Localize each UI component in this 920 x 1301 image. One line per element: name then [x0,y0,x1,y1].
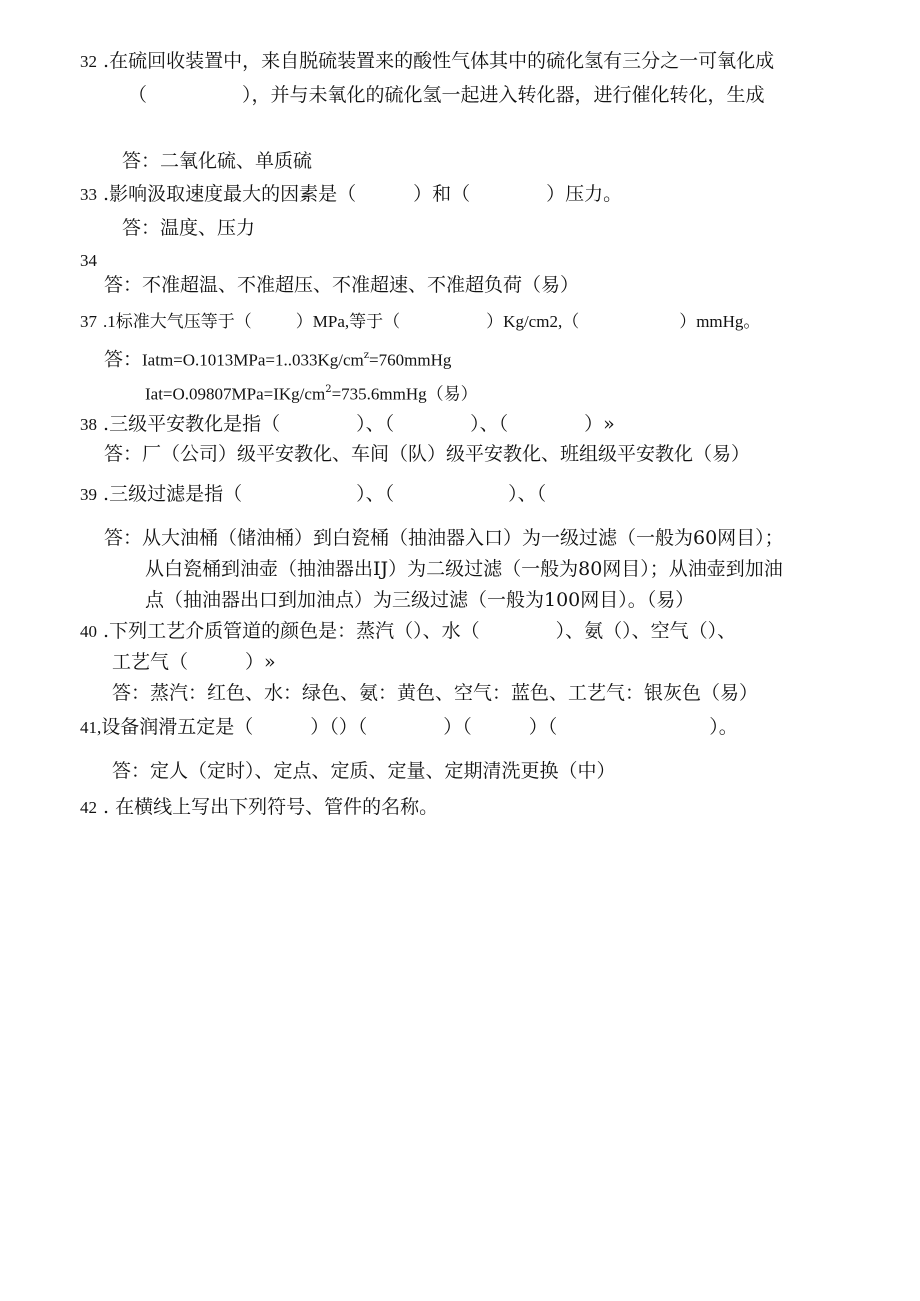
q40-line2: 工艺气（ ）» [112,651,276,673]
q37-answer-l1a: Iatm=O.1013MPa=1..033Kg/cm [142,350,364,370]
q40-answer: 答：蒸汽：红色、水：绿色、氨：黄色、空气：蓝色、工艺气：银灰色（易） [112,682,759,704]
q37-part-d: ）mmHg。 [679,312,761,331]
q37-answer-l2b: =735.6mmHg（易） [331,384,478,404]
q40-line1 [80,620,736,643]
q37-answer-l1b: =760mmHg [369,350,452,370]
q32-number: 32 [80,52,97,71]
q32-answer: 答：二氧化硫、单质硫 [122,150,313,172]
q38-number: 38 [80,415,97,434]
q42-line1 [80,796,438,819]
q41-text: 设备润滑五定是（ ）（）（ ）（ ）（ ）。 [101,716,738,738]
q37-answer-l1-sup: z [363,350,370,361]
q38-answer: 答：厂（公司）级平安教化、车间（队）级平安教化、班组级平安教化（易） [104,443,751,465]
q39-answer-line2: 从白瓷桶到油壶（抽油器出IJ）为二级过滤（一般为80网目）；从油壶到加油 [145,558,783,580]
q37-answer-l2a: Iat=O.09807MPa=IKg/cm [145,384,326,404]
q37-part-c: ）Kg/cm2,（ [486,312,580,331]
q42-number: 42 [80,798,97,817]
q32-line2: （ ），并与未氧化的硫化氢一起进入转化器，进行催化转化，生成 [128,84,765,106]
q37-part-a: .1标准大气压等于（ [103,312,252,331]
q41-answer: 答：定人（定时）、定点、定质、定量、定期清洗更换（中） [112,760,616,782]
q38-text: .三级平安教化是指（ ）、（ ）、（ ）» [103,413,615,435]
q34-number: 34 [80,251,97,270]
q37-answer-l2-sup: 2 [325,384,332,395]
q33-number: 33 [80,185,97,204]
q40-text: .下列工艺介质管道的颜色是：蒸汽（）、水（ ）、氨（）、空气（）、 [103,620,737,642]
q32-line1 [80,50,774,73]
q39-answer-line3: 点（抽油器出口到加油点）为三级过滤（一般为100网目）。（易） [145,589,695,611]
q39-answer-line1: 答：从大油桶（储油桶）到白瓷桶（抽油器入口）为一级过滤（一般为60网目）； [104,527,784,549]
q40-number: 40 [80,622,97,641]
q37-part-b: ）MPa,等于（ [295,312,401,331]
q37-line1 [80,310,760,333]
q33-answer: 答：温度、压力 [122,217,256,239]
q39-number: 39 [80,485,97,504]
q33-line1 [80,183,622,206]
q42-text: . 在横线上写出下列符号、管件的名称。 [103,796,439,818]
q38-line1 [80,413,615,436]
q37-answer-label: 答： [104,348,143,371]
q34-answer: 答：不准超温、不准超压、不准超速、不准超负荷（易） [104,274,580,296]
q41-number: 41, [80,718,102,737]
q37-answer-line1 [104,345,451,371]
q41-line1 [80,716,738,739]
q33-text: .影响汲取速度最大的因素是（ ）和（ ）压力。 [103,183,623,205]
q32-text: .在硫回收装置中，来自脱硫装置来的酸性气体其中的硫化氢有三分之一可氧化成 [103,50,775,72]
q37-number: 37 [80,312,97,331]
q39-text: .三级过滤是指（ ）、（ ）、（ [103,483,547,505]
q39-line1 [80,483,546,506]
q37-answer-line2 [145,379,478,405]
